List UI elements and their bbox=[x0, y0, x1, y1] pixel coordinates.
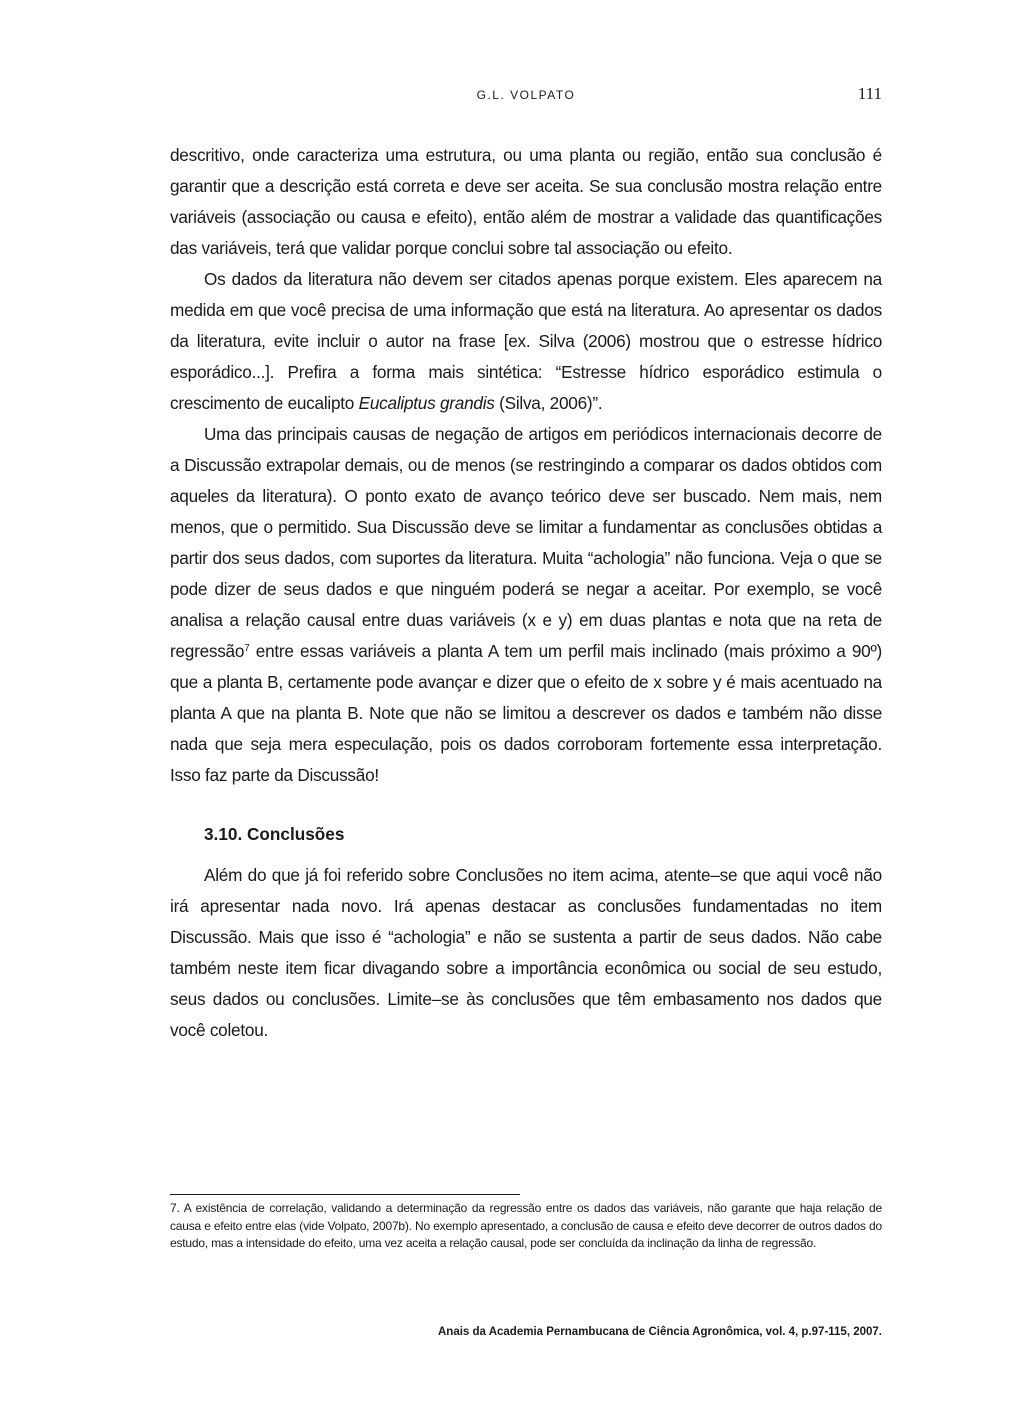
footnote-divider bbox=[170, 1194, 520, 1195]
paragraph-1-text: descritivo, onde caracteriza uma estrutura, ou uma planta ou região, então sua conclusão é garantir que a descrição está correta e deve ser aceita. Se sua conclusão mostra relação entre variáveis (associação ou causa e efeito), então além de mostrar a validade das quantificações das variáveis, terá que validar porque conclui sobre tal associação ou efeito. bbox=[170, 145, 882, 258]
journal-footer: Anais da Academia Pernambucana de Ciência Agronômica, vol. 4, p.97-115, 2007. bbox=[438, 1326, 882, 1338]
paragraph-2-tail: (Silva, 2006)”. bbox=[494, 393, 603, 413]
paragraph-1 bbox=[170, 140, 882, 264]
page-number: 111 bbox=[857, 84, 882, 103]
section-paragraph: Além do que já foi referido sobre Conclusões no item acima, atente–se que aqui você não irá apresentar nada novo. Irá apenas destacar as conclusões fundamentadas no item Discussão. Mais que isso é “achologia” e não se sustenta a partir de seus dados. Não cabe também neste item ficar divagando sobre a importância econômica ou social de seu estudo, seus dados ou conclusões. Limite–se às conclusões que têm embasamento nos dados que você coletou. bbox=[170, 865, 882, 1040]
section-heading: 3.10. Conclusões bbox=[204, 824, 345, 844]
paragraph-2-text: Os dados da literatura não devem ser citados apenas porque existem. Eles aparecem na medida em que você precisa de uma informação que está na literatura. Ao apresentar os dados da literatura, evite incluir o autor na frase [ex. Silva (2006) mostrou que o estresse hídrico esporádico...]. Prefira a forma mais sintética: “Estresse hídrico esporádico estimula o crescimento de eucalipto bbox=[170, 269, 882, 413]
paragraph-3-text: Uma das principais causas de negação de artigos em periódicos internacionais decorre de a Discussão extrapolar demais, ou de menos (se restringindo a comparar os dados obtidos com aqueles da literatura). O ponto exato de avanço teórico deve ser buscado. Nem mais, nem menos, que o permitido. Sua Discussão deve se limitar a fundamentar as conclusões obtidas a partir dos seus dados, com suportes da literatura. Muita “achologia” não funciona. Veja o que se pode dizer de seus dados e que ninguém poderá se negar a aceitar. Por exemplo, se você analisa a relação causal entre duas variáveis (x e y) em duas plantas e nota que na reta de regressão bbox=[170, 424, 882, 661]
running-header-author: G.L. VOLPATO bbox=[476, 88, 576, 102]
footnote: 7. A existência de correlação, validando a determinação da regressão entre os dados das variáveis, não garante que haja relação de causa e efeito entre elas (vide Volpato, 2007b). No exemplo apresentado, a conclusão de causa e efeito deve decorrer de outros dados do estudo, mas a intensidade do efeito, uma vez aceita a relação causal, pode ser concluída da inclinação da linha de regressão. bbox=[170, 1201, 882, 1250]
species-name: Eucaliptus grandis bbox=[358, 393, 495, 413]
paragraph-2 bbox=[170, 264, 882, 419]
paragraph-3 bbox=[170, 419, 882, 791]
running-header bbox=[170, 84, 882, 108]
body-text bbox=[170, 140, 882, 1046]
paragraph-3-tail: entre essas variáveis a planta A tem um perfil mais inclinado (mais próximo a 90º) que a planta B, certamente pode avançar e dizer que o efeito de x sobre y é mais acentuado na planta A que na planta B. Note que não se limitou a descrever os dados e também não disse nada que seja mera especulação, pois os dados corroboram fortemente essa interpretação. Isso faz parte da Discussão! bbox=[170, 641, 882, 785]
footnote-marker: 7 bbox=[244, 643, 250, 654]
